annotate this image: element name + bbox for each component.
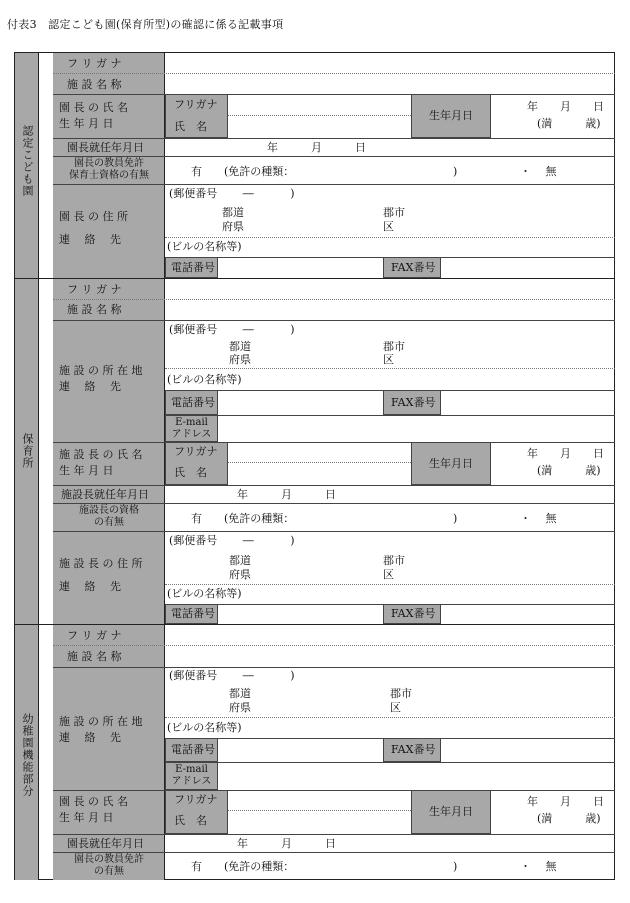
label-shimei-3: 氏 名: [174, 814, 207, 827]
city-4b: 区: [390, 701, 401, 714]
label-contact-4: 連 絡 先: [59, 731, 121, 744]
label-furigana-small: フリガナ: [174, 98, 218, 111]
label-seinengappi: 生年月日: [429, 109, 473, 122]
birthdate-value-3[interactable]: 年 月 日: [527, 795, 604, 808]
label-furigana-small-2: フリガナ: [174, 445, 218, 458]
section-label-yochien: 幼稚園機能部分: [21, 713, 34, 797]
city-4a: 郡市: [390, 687, 412, 700]
prefecture-4b: 府県: [229, 701, 251, 714]
license-yes[interactable]: 有 (免許の種類：: [191, 165, 295, 178]
birthdate-value-2[interactable]: 年 月 日: [527, 447, 604, 460]
appointed-date-value-2[interactable]: 年 月 日: [237, 488, 336, 501]
label-facility-location-3: 施 設 の 所 在 地: [59, 715, 143, 728]
label-contact-2: 連 絡 先: [59, 380, 121, 393]
postal-code-4[interactable]: (郵便番号 ― ): [169, 669, 295, 682]
license-close-3: ): [453, 860, 458, 873]
section-label-nintei: 認定こども園: [21, 125, 34, 197]
label-furigana-2: フ リ ガ ナ: [67, 283, 122, 296]
label-fax-2: FAX番号: [391, 396, 436, 409]
label-shimei: 氏 名: [174, 120, 207, 133]
registration-form: [14, 52, 615, 880]
label-facility-head-name: 施 設 長 の 氏 名: [59, 448, 143, 461]
building-name-3[interactable]: (ビルの名称等): [167, 587, 242, 600]
building-name[interactable]: (ビルの名称等): [167, 240, 242, 253]
age-value[interactable]: (満 歳): [537, 117, 601, 130]
license-no[interactable]: ・ 無: [520, 165, 557, 178]
label-tel: 電話番号: [171, 261, 215, 274]
label-tel-2: 電話番号: [171, 396, 215, 409]
label-furigana-3: フ リ ガ ナ: [67, 629, 122, 642]
label-shimei-2: 氏 名: [174, 466, 207, 479]
label-contact: 連 絡 先: [59, 233, 121, 246]
label-email-3: E-mail: [175, 764, 208, 775]
label-facility-name-3: 施 設 名 称: [67, 650, 122, 663]
label-fax-4: FAX番号: [391, 743, 436, 756]
appointed-date-value[interactable]: 年 月 日: [267, 141, 366, 154]
label-tel-3: 電話番号: [171, 607, 215, 620]
appointed-date-value-3[interactable]: 年 月 日: [237, 837, 336, 850]
building-name-2[interactable]: (ビルの名称等): [167, 373, 242, 386]
label-facility-name: 施 設 名 称: [67, 78, 122, 91]
license-close: ): [453, 165, 458, 178]
birthdate-value[interactable]: 年 月 日: [527, 100, 604, 113]
prefecture-2b: 府県: [229, 353, 251, 366]
prefecture-2a: 都道: [229, 340, 251, 353]
prefecture-4a: 都道: [229, 687, 251, 700]
building-name-4[interactable]: (ビルの名称等): [167, 721, 242, 734]
label-contact-3: 連 絡 先: [59, 580, 121, 593]
label-facility-head-address: 施 設 長 の 住 所: [59, 557, 143, 570]
label-qualification-2: の有無: [94, 517, 124, 528]
postal-code-2[interactable]: (郵便番号 ― ): [169, 323, 295, 336]
city-1: 郡市: [383, 206, 405, 219]
postal-code[interactable]: (郵便番号 ― ): [169, 187, 295, 200]
label-tel-4: 電話番号: [171, 743, 215, 756]
label-director-appointed: 園長就任年月日: [67, 141, 144, 154]
city-2b: 区: [383, 353, 394, 366]
label-license-3b: の有無: [94, 866, 124, 877]
label-facility-head-appointed: 施設長就任年月日: [61, 488, 149, 501]
prefecture-1: 都道: [222, 206, 244, 219]
label-license-3a: 園長の教員免許: [74, 854, 144, 865]
label-seinengappi-3: 生年月日: [429, 805, 473, 818]
page-title: 付表3 認定こども園(保育所型)の確認に係る記載事項: [7, 18, 284, 31]
postal-code-3[interactable]: (郵便番号 ― ): [169, 534, 295, 547]
label-license-2: 保育士資格の有無: [69, 170, 149, 181]
label-birthdate: 生 年 月 日: [59, 117, 114, 130]
age-value-3[interactable]: (満 歳): [537, 812, 601, 825]
license-no-3[interactable]: ・ 無: [520, 860, 557, 873]
city-2a: 郡市: [383, 340, 405, 353]
prefecture-3b: 府県: [229, 568, 251, 581]
city-2: 区: [383, 220, 394, 233]
qualification-no[interactable]: ・ 無: [520, 512, 557, 525]
prefecture-3a: 都道: [229, 554, 251, 567]
section-label-hoikusho: 保育所: [21, 433, 34, 469]
prefecture-2: 府県: [222, 220, 244, 233]
qualification-close: ): [453, 512, 458, 525]
label-director-name: 園 長 の 氏 名: [59, 101, 128, 114]
label-license-1: 園長の教員免許: [74, 158, 144, 169]
label-email-1: E-mail: [175, 417, 208, 428]
label-fax-3: FAX番号: [391, 607, 436, 620]
license-yes-3[interactable]: 有 (免許の種類：: [191, 860, 295, 873]
label-email-2: アドレス: [171, 429, 212, 440]
label-email-4: アドレス: [171, 776, 212, 787]
label-birthdate-2: 生 年 月 日: [59, 464, 114, 477]
label-furigana-small-3: フリガナ: [174, 793, 218, 806]
age-value-2[interactable]: (満 歳): [537, 464, 601, 477]
label-director-address: 園 長 の 住 所: [59, 210, 128, 223]
label-furigana: フ リ ガ ナ: [67, 57, 122, 70]
label-fax: FAX番号: [391, 261, 436, 274]
qualification-yes[interactable]: 有 (免許の種類：: [191, 512, 295, 525]
city-3b: 区: [383, 568, 394, 581]
label-birthdate-3: 生 年 月 日: [59, 811, 114, 824]
city-3a: 郡市: [383, 554, 405, 567]
label-qualification-1: 施設長の資格: [79, 505, 139, 516]
label-facility-name-2: 施 設 名 称: [67, 303, 122, 316]
label-director-appointed-3: 園長就任年月日: [67, 837, 144, 850]
label-director-name-3: 園 長 の 氏 名: [59, 795, 128, 808]
label-facility-location: 施 設 の 所 在 地: [59, 364, 143, 377]
label-seinengappi-2: 生年月日: [429, 457, 473, 470]
